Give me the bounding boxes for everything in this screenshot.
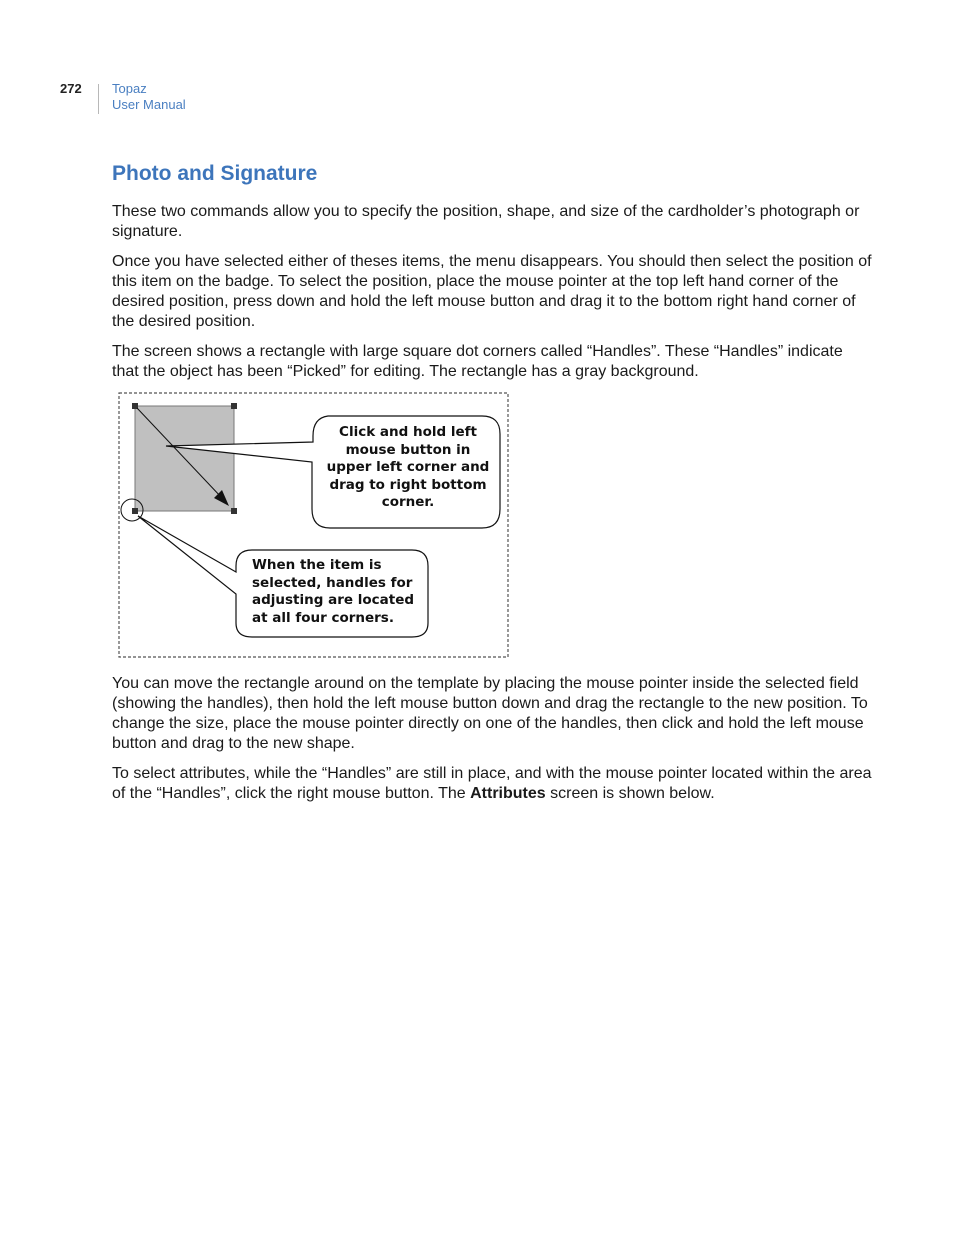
product-name: Topaz	[112, 81, 147, 96]
main-content	[112, 160, 872, 814]
callout-drag-line: mouse button in	[345, 441, 471, 458]
callout-drag-line: drag to right bottom	[329, 476, 487, 493]
callout-drag-line: upper left corner and	[326, 459, 490, 475]
callout-handles-text	[252, 557, 432, 627]
page-number: 272	[60, 81, 82, 96]
header-title	[112, 81, 186, 113]
callout-handles-line: When the item is	[252, 557, 382, 573]
header-divider	[98, 84, 99, 114]
callout-handles-line: at all four corners.	[252, 609, 394, 626]
callout-drag-text	[318, 424, 498, 512]
manual-name: User Manual	[112, 97, 186, 112]
attributes-text-after: screen is shown below.	[545, 785, 715, 802]
handle-bottom-left	[132, 508, 138, 514]
attributes-text-before: To select attributes, while the “Handles” are still in place, and with the mouse pointer located within the area of the “Handles”, click the right mouse button. The	[112, 765, 872, 802]
section-title: Photo and Signature	[112, 162, 318, 185]
paragraph-intro: These two commands allow you to specify the position, shape, and size of the cardholder’s photograph or signature.	[112, 203, 860, 240]
paragraph-attributes	[112, 764, 872, 804]
handles-figure	[118, 392, 510, 660]
callout-drag-line: Click and hold left	[339, 424, 477, 440]
paragraph-select-position: Once you have selected either of theses items, the menu disappears. You should then select the position of this item on the badge. To select the position, place the mouse pointer at the top left hand corner of the desired position, press down and hold the left mouse button and drag it to the bottom right hand corner of the desired position.	[112, 253, 872, 330]
handle-top-right	[231, 403, 237, 409]
paragraph-move-resize: You can move the rectangle around on the template by placing the mouse pointer inside the selected field (showing the handles), then hold the left mouse button down and drag the rectangle to the new position. To change the size, place the mouse pointer directly on one of the handles, then click and hold the left mouse button and drag to the new shape.	[112, 675, 868, 752]
callout-handles-line: adjusting are located	[252, 592, 415, 608]
callout-handles-line: selected, handles for	[252, 574, 413, 591]
handle-bottom-right	[231, 508, 237, 514]
paragraph-handles: The screen shows a rectangle with large square dot corners called “Handles”. These “Handles” indicate that the object has been “Picked” for editing. The rectangle has a gray background.	[112, 343, 843, 380]
callout-drag-line: corner.	[381, 494, 435, 510]
attributes-term: Attributes	[470, 785, 546, 802]
